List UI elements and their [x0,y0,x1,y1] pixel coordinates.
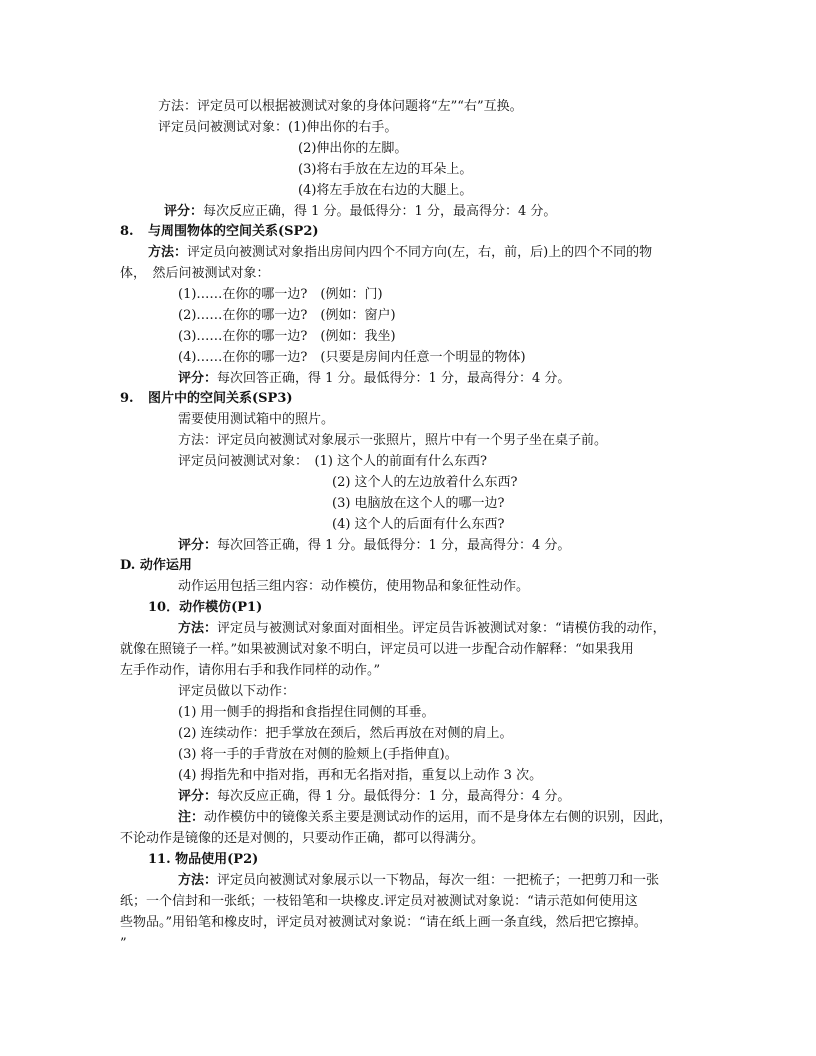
question-item: (3)将右手放在左边的耳朵上。 [298,162,473,177]
paragraph-line: 不论动作是镜像的还是对侧的，只要动作正确，都可以得满分。 [120,831,485,846]
question-item: (4)……在你的哪一边? (只要是房间内任意一个明显的物体) [178,350,526,365]
method-line: 方法：评定员可以根据被测试对象的身体问题将“左”“右”互换。 [158,99,523,114]
question-line: 评定员问被测试对象：(1)伸出你的右手。 [158,120,398,135]
paragraph-line: 需要使用测试箱中的照片。 [178,412,335,427]
section-heading-11: 11. 物品使用(P2) [148,852,259,867]
paragraph-line: 动作运用包括三组内容：动作模仿，使用物品和象征性动作。 [178,579,530,594]
score-line: 评分：每次反应正确，得 1 分。最低得分：1 分，最高得分：4 分。 [178,789,571,804]
paragraph-line: 左手作动作，请你用右手和我作同样的动作。” [120,663,381,678]
paragraph-line: 就像在照镜子一样。”如果被测试对象不明白，评定员可以进一步配合动作解释：“如果我用 [120,642,634,657]
paragraph-line: 体， 然后问被测试对象： [120,266,270,281]
section-heading-8: 8. 与周围物体的空间关系(SP2) [120,224,319,239]
section-heading-d: D. 动作运用 [120,558,192,573]
method-line: 方法：评定员向被测试对象展示一张照片，照片中有一个男子坐在桌子前。 [178,433,608,448]
question-item: (2)伸出你的左脚。 [298,141,408,156]
question-line: 评定员问被测试对象： (1) 这个人的前面有什么东西? [178,454,488,469]
score-line: 评分：每次反应正确，得 1 分。最低得分：1 分，最高得分：4 分。 [164,204,557,219]
question-item: (2)……在你的哪一边? (例如：窗户) [178,308,396,323]
section-heading-9: 9. 图片中的空间关系(SP3) [120,391,293,406]
method-line: 方法：评定员向被测试对象展示以一下物品，每次一组：一把梳子；一把剪刀和一张 [178,873,660,888]
action-item: (3) 将一手的手背放在对侧的脸颊上(手指伸直)。 [178,747,458,762]
question-item: (1)……在你的哪一边? (例如：门) [178,287,383,302]
question-item: (3)……在你的哪一边? (例如：我坐) [178,329,396,344]
score-line: 评分：每次回答正确，得 1 分。最低得分：1 分，最高得分：4 分。 [178,371,571,386]
note-line: 注：动作模仿中的镜像关系主要是测试动作的运用，而不是身体左右侧的识别，因此， [178,810,673,825]
score-line: 评分：每次回答正确，得 1 分。最低得分：1 分，最高得分：4 分。 [178,538,571,553]
method-line: 方法：评定员与被测试对象面对面相坐。评定员告诉被测试对象：“请模仿我的动作， [178,621,666,636]
paragraph-line: 评定员做以下动作： [178,684,296,699]
question-item: (4)将左手放在右边的大腿上。 [298,183,473,198]
action-item: (4) 拇指先和中指对指，再和无名指对指，重复以上动作 3 次。 [178,768,543,783]
paragraph-line: 纸；一个信封和一张纸；一枝铅笔和一块橡皮.评定员对被测试对象说：“请示范如何使用这 [120,894,638,909]
question-item: (4) 这个人的后面有什么东西? [332,517,505,532]
question-item: (3) 电脑放在这个人的哪一边? [332,496,505,511]
paragraph-line: 些物品。”用铅笔和橡皮时，评定员对被测试对象说：“请在纸上画一条直线，然后把它擦掉。 [120,915,647,930]
question-item: (2) 这个人的左边放着什么东西? [332,475,518,490]
action-item: (2) 连续动作：把手掌放在颈后，然后再放在对侧的肩上。 [178,726,513,741]
section-heading-10: 10．动作模仿(P1) [148,600,263,615]
paragraph-line: ” [120,936,127,951]
action-item: (1) 用一侧手的拇指和食指捏住同侧的耳垂。 [178,705,435,720]
method-line: 方法：评定员向被测试对象指出房间内四个不同方向(左，右，前，后)上的四个不同的物 [148,245,653,260]
